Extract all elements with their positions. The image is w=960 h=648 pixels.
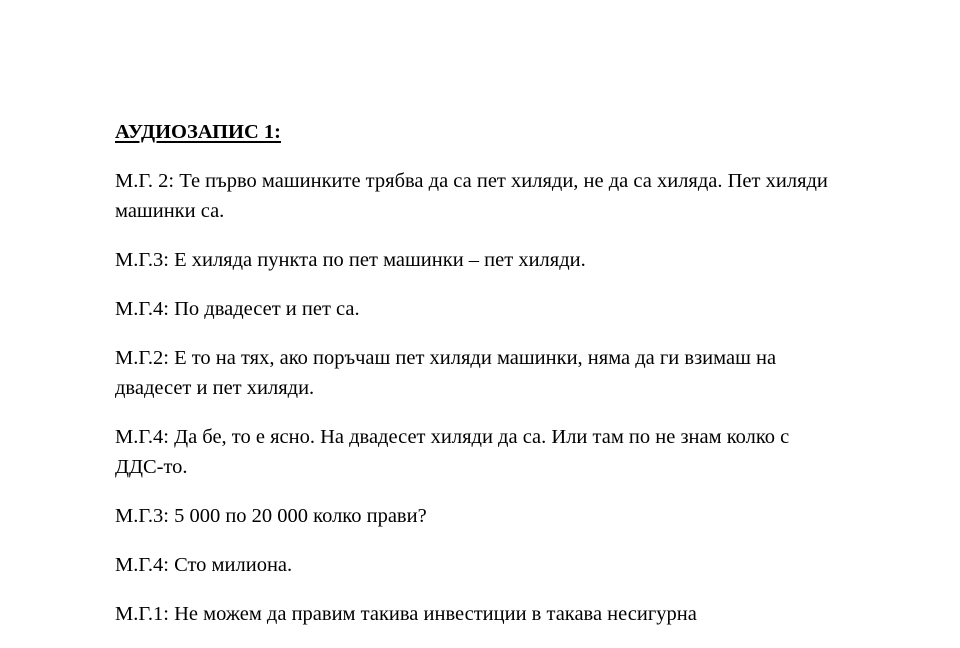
- transcript-paragraph: М.Г.3: Е хиляда пункта по пет машинки – пет хиляди.: [115, 249, 586, 271]
- document-heading: АУДИОЗАПИС 1:: [115, 121, 281, 143]
- transcript-paragraph: М.Г.3: 5 000 по 20 000 колко прави?: [115, 505, 427, 527]
- transcript-paragraph: М.Г.4: Сто милиона.: [115, 554, 293, 576]
- transcript-paragraph: М.Г.4: По двадесет и пет са.: [115, 298, 360, 320]
- transcript-paragraph: М.Г.4: Да бе, то е ясно. На двадесет хиляди да са. Или там по не знам колко с ДДС-то.: [115, 426, 790, 478]
- transcript-paragraph: М.Г. 2: Те първо машинките трябва да са пет хиляди, не да са хиляда. Пет хиляди машинки са.: [115, 170, 828, 222]
- transcript-paragraph: М.Г.1: Не можем да правим такива инвестиции в такава несигурна: [115, 603, 697, 625]
- transcript-paragraph: М.Г.2: Е то на тях, ако поръчаш пет хиляди машинки, няма да ги взимаш на двадесет и пет хиляди.: [115, 347, 777, 399]
- document-body: [115, 117, 835, 648]
